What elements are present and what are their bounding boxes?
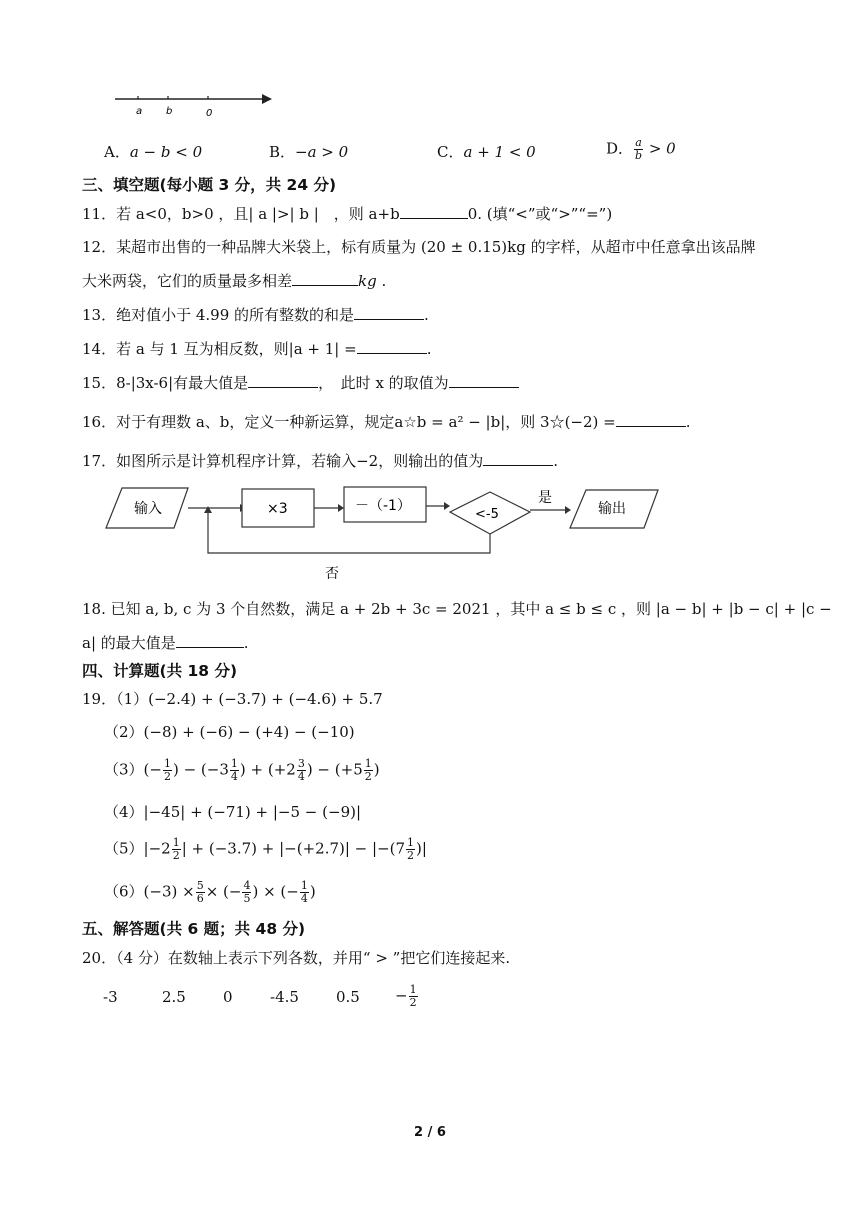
question-15: 15．8-|3x-6|有最大值是 ， 此时 x 的取值为 bbox=[82, 372, 519, 393]
q19-part5: （5）|−2 $\frac{1}{2}$ | + (−3.7) + |−(+2.7)| − |−(7 $\frac{1}{2}$ )| bbox=[104, 836, 427, 862]
q19-part4: （4）|−45| + (−71) + |−5 − (−9)| bbox=[104, 803, 362, 821]
q19-part3: （3）(− $\frac{1}{2}$ ) − (−3 $\frac{1}{4}$ ) + (+2 $\frac{3}{4}$ ) − (+5 $\frac{1}{2}$ ) bbox=[104, 757, 380, 783]
q20-number-6: − $\frac{1}{2}$ bbox=[395, 983, 417, 1009]
question-11: 11．若 a<0，b>0 ，且| a |>| b | ，则 a+b 0. (填“<”或“>”“=”) bbox=[82, 205, 613, 223]
question-12-line2: 大米两袋，它们的质量最多相差 kg . bbox=[82, 272, 387, 290]
minus-label: －（-1） bbox=[355, 498, 411, 514]
question-16: 16．对于有理数 a、b，定义一种新运算，规定a☆b = a² − |b|，则 3☆(−2) = . bbox=[82, 413, 691, 431]
q19-part2: （2）(−8) + (−6) − (+4) − (−10) bbox=[104, 723, 355, 741]
question-18-line1: 18. 已知 a, b, c 为 3 个自然数，满足 a + 2b + 3c = 2021 ，其中 a ≤ b ≤ c ，则 |a − b| + |b − c| + |c − bbox=[82, 600, 832, 618]
question-20: 20．（4 分）在数轴上表示下列各数，并用“ > ”把它们连接起来. bbox=[82, 949, 511, 967]
condition-label: <-5 bbox=[475, 507, 499, 522]
number-line-figure bbox=[110, 88, 280, 120]
times-3-label: ×3 bbox=[267, 501, 288, 517]
question-13: 13．绝对值小于 4.99 的所有整数的和是 . bbox=[82, 306, 429, 324]
section-5-heading: 五、解答题(共 6 题；共 48 分) bbox=[82, 920, 306, 938]
page-number: 2 / 6 bbox=[414, 1125, 446, 1140]
q20-number-4: -4.5 bbox=[270, 988, 299, 1006]
program-flowchart bbox=[100, 482, 665, 582]
q20-number-5: 0.5 bbox=[336, 988, 360, 1006]
option-a: A．a − b < 0 bbox=[104, 143, 203, 161]
question-17: 17．如图所示是计算机程序计算，若输入−2，则输出的值为 . bbox=[82, 452, 558, 470]
question-18-line2: a| 的最大值是 . bbox=[82, 634, 249, 652]
output-label: 输出 bbox=[598, 501, 626, 517]
option-c: C．a + 1 < 0 bbox=[437, 143, 536, 161]
yes-label: 是 bbox=[538, 490, 552, 506]
question-12-line1: 12．某超市出售的一种品牌大米袋上，标有质量为 (20 ± 0.15)kg 的字样，从超市中任意拿出该品牌 bbox=[82, 238, 756, 256]
q20-number-2: 2.5 bbox=[162, 988, 186, 1006]
input-label: 输入 bbox=[134, 501, 162, 517]
point-a-label: a bbox=[136, 106, 143, 117]
question-14: 14．若 a 与 1 互为相反数，则|a + 1| = . bbox=[82, 340, 432, 358]
point-b-label: b bbox=[166, 106, 173, 117]
q20-number-1: -3 bbox=[103, 988, 118, 1006]
option-d: D． $\frac{a}{b}$ > 0 bbox=[606, 136, 676, 162]
q19-part1: 19．（1）(−2.4) + (−3.7) + (−4.6) + 5.7 bbox=[82, 690, 383, 708]
section-4-heading: 四、计算题(共 18 分) bbox=[82, 662, 238, 680]
q20-number-3: 0 bbox=[223, 988, 233, 1006]
section-3-heading: 三、填空题(每小题 3 分，共 24 分) bbox=[82, 176, 337, 194]
option-b: B．−a > 0 bbox=[269, 143, 349, 161]
origin-label: 0 bbox=[206, 108, 213, 119]
no-label: 否 bbox=[325, 566, 339, 582]
q19-part6: （6）(−3) × $\frac{5}{6}$ × (− $\frac{4}{5}$ ) × (− $\frac{1}{4}$ ) bbox=[104, 879, 316, 905]
